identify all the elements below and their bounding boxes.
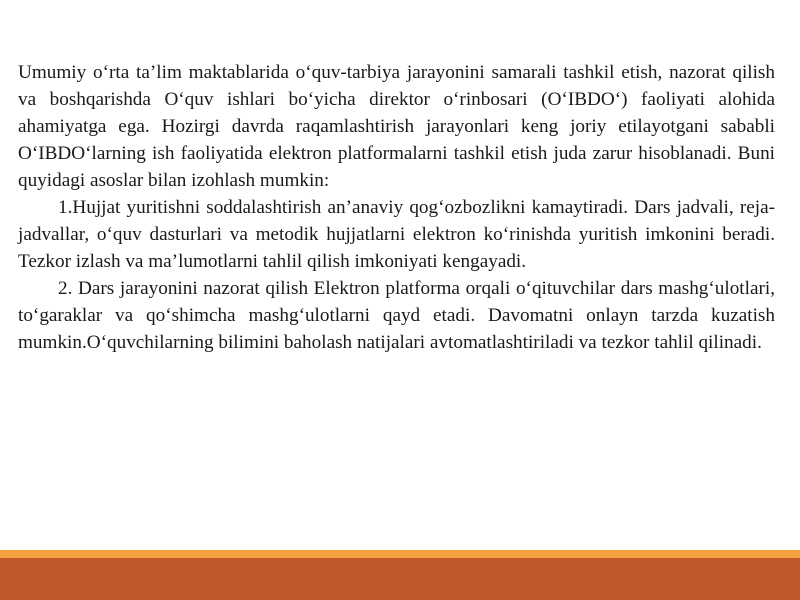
footer-bar [0,558,800,600]
point-1-paragraph: 1.Hujjat yuritishni soddalashtirish an’anaviy qog‘ozbozlikni kamaytiradi. Dars jadvali, reja-jadvallar, o‘quv dasturlari va metodik hujjatlarni elektron ko‘rinishda yuritish imkonini beradi. Tezkor izlash va ma’lumotlarni tahlil qilish imkoniyati kengayadi. [18,197,775,272]
slide-body-text [18,59,775,356]
footer-accent-stripe [0,550,800,558]
intro-paragraph: Umumiy o‘rta ta’lim maktablarida o‘quv-tarbiya jarayonini samarali tashkil etish, nazorat qilish va boshqarishda O‘quv ishlari bo‘yicha direktor o‘rinbosari (O‘IBDO‘) faoliyati alohida ahamiyatga ega. Hozirgi davrda raqamlashtirish jarayonlari keng joriy etilayotgani sababli O‘IBDO‘larning ish faoliyatida elektron platformalarni tashkil etish juda zarur hisoblanadi. Buni quyidagi asoslar bilan izohlash mumkin: [18,62,775,191]
point-2-paragraph: 2. Dars jarayonini nazorat qilish Elektron platforma orqali o‘qituvchilar dars mashg‘ulotlari, to‘garaklar va qo‘shimcha mashg‘ulotlarni qayd etadi. Davomatni onlayn tarzda kuzatish mumkin.O‘quvchilarning bilimini baholash natijalari avtomatlashtiriladi va tezkor tahlil qilinadi. [18,278,775,353]
